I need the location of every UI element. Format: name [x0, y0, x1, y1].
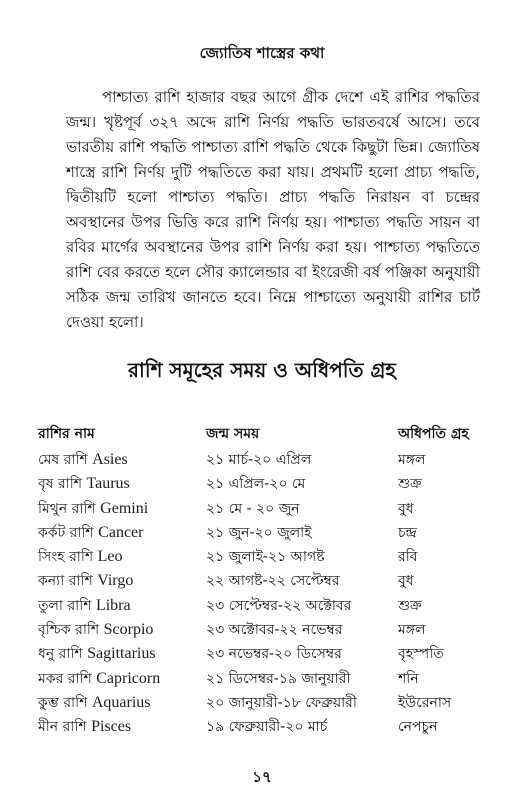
header-birth-time: জন্ম সময়	[206, 426, 260, 442]
birth-time-cell: ২২ আগষ্ট-২২ সেপ্টেম্বর	[206, 573, 340, 590]
table-row	[38, 569, 498, 593]
ruling-planet-cell: নেপচুন	[398, 719, 438, 736]
rashi-name-bengali: ধনু রাশি	[38, 646, 83, 663]
ruling-planet-cell: চন্দ্র	[398, 524, 417, 541]
birth-time-cell: ২৩ সেপ্টেম্বর-২২ অক্টোবর	[206, 597, 352, 614]
rashi-name-english: Aquarius	[91, 693, 151, 711]
page-number: ১৭	[252, 768, 272, 786]
rashi-name-english: Virgo	[97, 572, 134, 590]
rashi-name-bengali: বৃষ রাশি	[38, 476, 83, 493]
rashi-name-english: Pisces	[91, 718, 132, 736]
rashi-name-cell	[38, 642, 156, 666]
ruling-planet-cell: ইউরেনাস	[398, 694, 452, 711]
table-row	[38, 594, 498, 618]
rashi-name-cell	[38, 448, 128, 472]
birth-time-cell: ২০ জানুয়ারী-১৮ ফেব্রুয়ারী	[206, 694, 357, 711]
rashi-name-cell	[38, 569, 133, 593]
rashi-name-english: Leo	[97, 548, 123, 566]
rashi-name-cell	[38, 497, 148, 521]
table-row	[38, 691, 498, 715]
rashi-name-cell	[38, 521, 143, 545]
table-header-row	[38, 422, 498, 444]
section-title: রাশি সমূহের সময় ও অধিপতি গ্রহ	[128, 358, 396, 382]
rashi-name-english: Gemini	[100, 499, 149, 517]
rashi-name-bengali: কর্কট রাশি	[38, 524, 94, 541]
ruling-planet-cell: বুধ	[398, 573, 414, 590]
rashi-name-cell	[38, 715, 131, 739]
rashi-name-bengali: বৃশ্চিক রাশি	[38, 622, 100, 639]
header-ruling-planet: অধিপতি গ্রহ	[398, 426, 469, 442]
rashi-table-body	[38, 448, 498, 740]
rashi-name-english: Taurus	[86, 475, 130, 493]
birth-time-cell: ২১ মার্চ-২০ এপ্রিল	[206, 452, 312, 468]
birth-time-cell: ২১ মে - ২০ জুন	[206, 500, 300, 517]
table-row	[38, 448, 498, 472]
birth-time-cell: ১৯ ফেব্রুয়ারী-২০ মার্চ	[206, 719, 328, 736]
ruling-planet-cell: মঙ্গল	[398, 622, 426, 639]
intro-paragraph: পাশ্চাত্য রাশি হাজার বছর আগে গ্রীক দেশে এই রাশির পদ্ধতির জন্ম। খৃষ্টপূর্ব ৩২৭ অব্দে রাশি নির্ণয় পদ্ধতি ভারতবর্ষে আসে। তবে ভারতীয় রাশি পদ্ধতি পাশ্চাত্য রাশি পদ্ধতি থেকে কিছুটা ভিন্ন। জ্যোতিষ শাস্ত্রে রাশি নির্ণয় দুটি পদ্ধতিতে করা যায়। প্রথমটি হলো প্রাচ্য পদ্ধতি, দ্বিতীয়টি হলো পাশ্চাত্য পদ্ধতি। প্রাচ্য পদ্ধতি নিরায়ন বা চন্দ্রের অবস্থানের উপর ভিত্তি করে রাশি নির্ণয় হয়। পাশ্চাত্য পদ্ধতি সায়ন বা রবির মার্গের অবস্থানের উপর রাশি নির্ণয় করা হয়। পাশ্চাত্য পদ্ধতিতে রাশি বের করতে হলে সৌর ক্যালেন্ডার বা ইংরেজী বর্ষ পঞ্জিকা অনুযায়ী সঠিক জন্ম তারিখ জানতে হবে। নিম্নে পাশ্চাত্যে অনুযায়ী রাশির চার্ট দেওয়া হলো।	[66, 88, 480, 331]
ruling-planet-cell: বুধ	[398, 500, 414, 517]
rashi-name-cell	[38, 545, 122, 569]
ruling-planet-cell: শুক্র	[398, 476, 422, 493]
header-rashi-name: রাশির নাম	[38, 426, 95, 442]
table-row	[38, 642, 498, 666]
running-head: জ্যোতিষ শাস্ত্রের কথা	[199, 44, 325, 62]
table-row	[38, 715, 498, 739]
rashi-name-bengali: কন্যা রাশি	[38, 573, 93, 590]
rashi-name-bengali: মেষ রাশি	[38, 452, 88, 468]
birth-time-cell: ২১ জুলাই-২১ আগষ্ট	[206, 549, 325, 566]
rashi-name-cell	[38, 667, 160, 691]
rashi-name-cell	[38, 472, 130, 496]
rashi-name-bengali: সিংহ রাশি	[38, 549, 94, 566]
rashi-name-cell	[38, 594, 131, 618]
birth-time-cell: ২৩ নভেম্বর-২০ ডিসেম্বর	[206, 646, 342, 663]
birth-time-cell: ২১ এপ্রিল-২০ মে	[206, 476, 306, 493]
rashi-name-bengali: মকর রাশি	[38, 670, 92, 687]
ruling-planet-cell: বৃহস্পতি	[398, 646, 444, 663]
table-row	[38, 667, 498, 691]
birth-time-cell: ২১ ডিসেম্বর-১৯ জানুয়ারী	[206, 670, 351, 687]
rashi-name-cell	[38, 618, 153, 642]
rashi-name-cell	[38, 691, 150, 715]
rashi-name-bengali: মিথুন রাশি	[38, 500, 96, 517]
ruling-planet-cell: শনি	[398, 670, 419, 687]
rashi-name-bengali: মীন রাশি	[38, 719, 87, 736]
table-row	[38, 545, 498, 569]
birth-time-cell: ২১ জুন-২০ জুলাই	[206, 524, 312, 541]
ruling-planet-cell: মঙ্গল	[398, 452, 426, 468]
rashi-name-english: Asies	[92, 451, 128, 468]
rashi-name-bengali: কুম্ভ রাশি	[38, 694, 88, 711]
rashi-name-english: Libra	[95, 596, 131, 614]
table-row	[38, 472, 498, 496]
rashi-name-english: Sagittarius	[87, 645, 156, 663]
rashi-name-english: Scorpio	[103, 621, 154, 639]
table-row	[38, 618, 498, 642]
ruling-planet-cell: শুক্র	[398, 597, 422, 614]
table-row	[38, 497, 498, 521]
rashi-name-english: Cancer	[98, 523, 144, 541]
birth-time-cell: ২৩ অক্টোবর-২২ নভেম্বর	[206, 622, 343, 639]
ruling-planet-cell: রবি	[398, 549, 418, 566]
intro-paragraph-block	[66, 85, 480, 335]
rashi-name-english: Capricorn	[96, 669, 161, 687]
table-row	[38, 521, 498, 545]
rashi-name-bengali: তুলা রাশি	[38, 597, 92, 614]
